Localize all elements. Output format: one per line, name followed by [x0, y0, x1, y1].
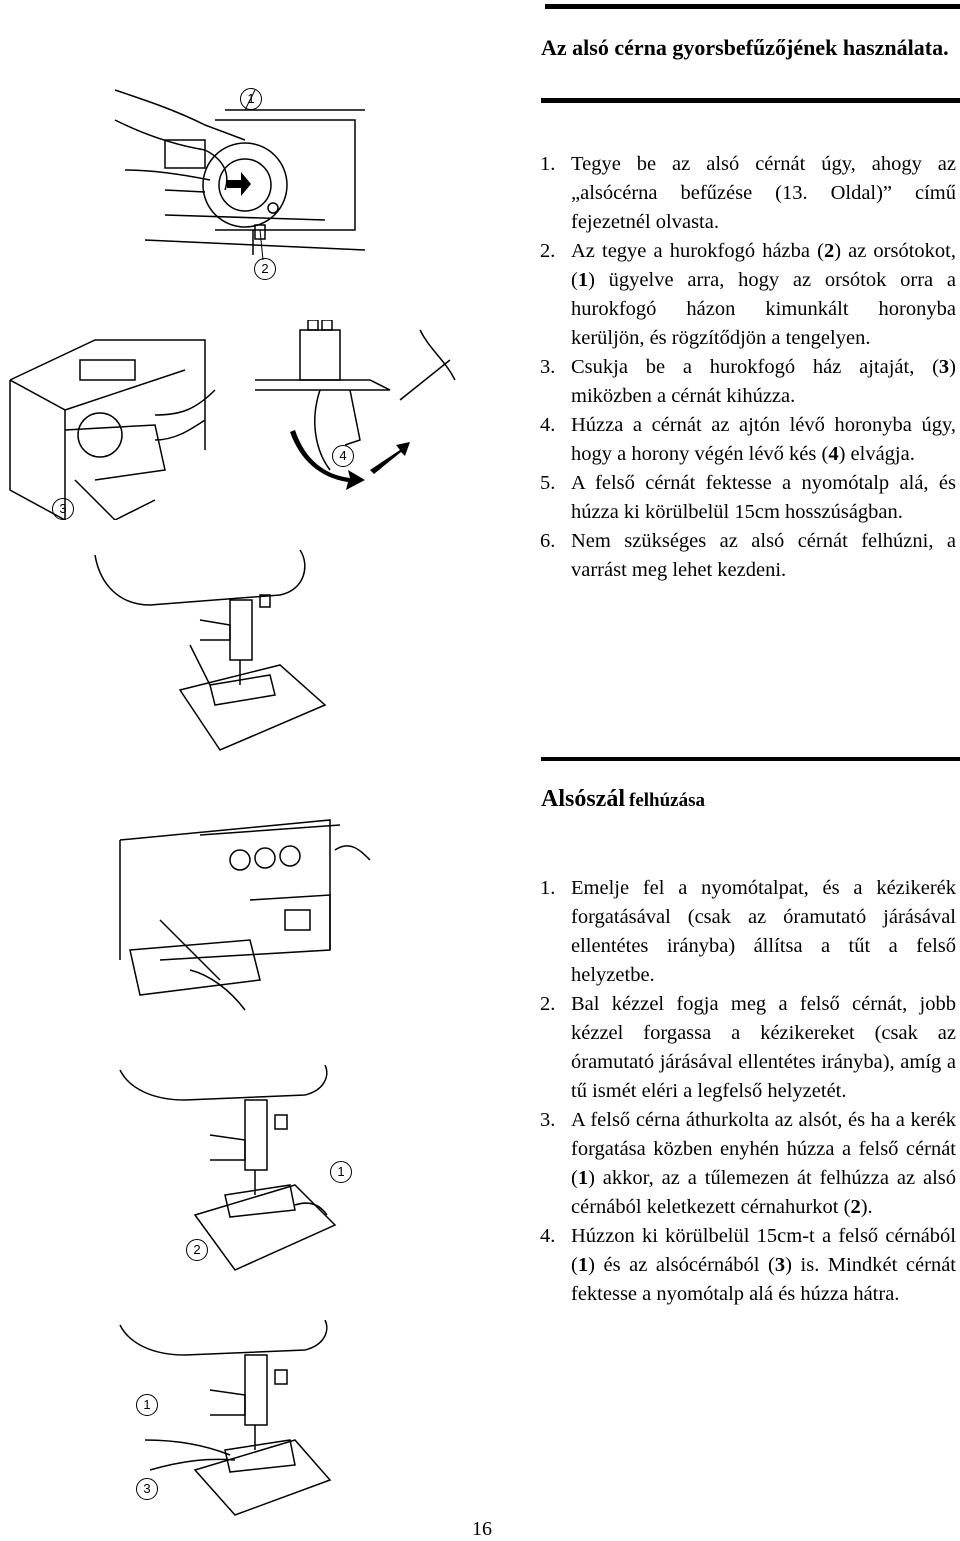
- top-rule: [545, 4, 960, 9]
- callout-5: 1: [330, 1161, 352, 1183]
- list-item: 2. Bal kézzel fogja meg a felső cérnát, jobb kézzel forgassa a kézikereket (csak az óramutató járásával ellentétes irányba), amíg a tű ismét eléri a legfelső helyzetét.: [540, 993, 956, 1102]
- page-number: 16: [472, 1518, 492, 1540]
- list-item: 1. Emelje fel a nyomótalpat, és a kézikerék forgatásával (csak az óramutató járásával ellentétes irányba) állítsa a tűt a felső helyzetbe.: [540, 877, 956, 986]
- section1-steps: [540, 150, 956, 585]
- callout-7: 1: [136, 1394, 158, 1416]
- callout-4: 4: [332, 445, 354, 467]
- callout-6: 2: [186, 1239, 208, 1261]
- section2-title-small: felhúzása: [629, 790, 705, 811]
- section1-title: [541, 32, 956, 63]
- list-item: 6. Nem szükséges az alsó cérnát felhúzni, a varrást meg lehet kezdeni.: [540, 530, 956, 581]
- hook-door-illustration: [5, 330, 255, 520]
- list-item: 2. Az tegye a hurokfogó házba (2) az orsótokot, (1) ügyelve arra, hogy az orsótok orra a hurokfogó házon kimunkált horonyba kerüljön, és rögzítődjön a tengelyen.: [540, 240, 956, 349]
- list-item: 1. Tegye be az alsó cérnát úgy, ahogy az „alsócérna befűzése (13. Oldal)” című fejezetnél olvasta.: [540, 153, 956, 233]
- list-item: 4. Húzza a cérnát az ajtón lévő horonyba úgy, hogy a horony végén lévő kés (4) elvágja.: [540, 414, 956, 465]
- section2-title-large: Alsószál: [541, 786, 625, 812]
- bobbin-loop-illustration: [115, 1065, 345, 1295]
- presser-foot-illustration: [90, 545, 340, 765]
- list-item: 3. A felső cérna áthurkolta az alsót, és ha a kerék forgatása közben enyhén húzza a felső cérnát (1) akkor, az a tűlemezen át felhúzza az alsó cérnából keletkezett cérnahurkot (2).: [540, 1109, 956, 1218]
- callout-3: 3: [52, 498, 74, 520]
- sewing-machine-illustration: [100, 810, 380, 1020]
- callout-1: 1: [240, 88, 262, 110]
- section1-title-rule: [541, 98, 960, 103]
- callout-2: 2: [254, 258, 276, 280]
- thread-cutter-illustration: [250, 320, 460, 490]
- list-item: 4. Húzzon ki körülbelül 15cm-t a felső cérnából (1) és az alsócérnából (3) is. Mindkét cérnát fektesse a nyomótalp alá és húzza hátra.: [540, 1225, 956, 1305]
- callout-8: 3: [136, 1478, 158, 1500]
- bobbin-case-illustration: [105, 80, 485, 340]
- section2-steps: [540, 874, 956, 1309]
- section2-title: [541, 786, 705, 813]
- list-item: 5. A felső cérnát fektesse a nyomótalp alá, és húzza ki körülbelül 15cm hosszúságban.: [540, 472, 956, 523]
- section2-top-rule: [541, 757, 960, 761]
- list-item: 3. Csukja be a hurokfogó ház ajtaját, (3) miközben a cérnát kihúzza.: [540, 356, 956, 407]
- section1-title-text: Az alsó cérna gyorsbefűzőjének használata.: [541, 35, 949, 60]
